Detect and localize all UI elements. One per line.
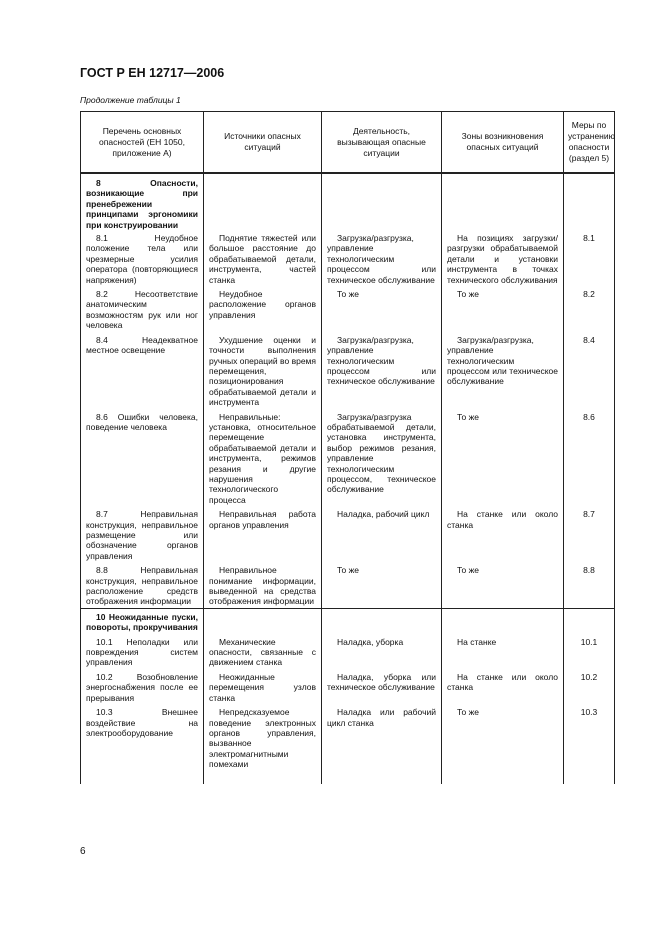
document-header: ГОСТ Р ЕН 12717—2006: [80, 66, 225, 80]
table-row: [81, 409, 615, 507]
hazard-cell: 8.2 Несоответствие анатомическим возможностям рук или ног человека: [81, 286, 204, 332]
zone-cell: На станке или около станка: [442, 506, 564, 562]
table-row: [81, 669, 615, 704]
hazard-cell: 8.1 Неудобное положение тела или чрезмерные усилия оператора (повторяющиеся напряжения): [81, 231, 204, 286]
table-continuation-caption: Продолжение таблицы 1: [80, 95, 181, 105]
zone-cell: То же: [442, 409, 564, 507]
source-cell: Неудобное расположение органов управления: [204, 286, 322, 332]
zone-cell: Загрузка/разгрузка, управление технологическим процессом или техническое обслуживание: [442, 332, 564, 409]
column-header-hazards: Перечень основных опасностей (ЕН 1050, приложение А): [81, 112, 204, 174]
activity-cell: Загрузка/разгрузка, управление технологическим процессом или техническое обслуживание: [322, 332, 442, 409]
source-cell: Ухудшение оценки и точности выполнения ручных операций во время перемещения, позиционирования обрабатываемой детали и инструмента: [204, 332, 322, 409]
zone-cell: То же: [442, 286, 564, 332]
zone-cell: На позициях загрузки/разгрузки обрабатываемой детали и установки инструмента в точках технического обслуживания: [442, 231, 564, 286]
activity-cell: Загрузка/разгрузка, управление технологическим процессом или техническое обслуживание: [322, 231, 442, 286]
table-row: [81, 332, 615, 409]
column-header-sources: Источники опасных ситуаций: [204, 112, 322, 174]
table-row: [81, 286, 615, 332]
table-row: [81, 634, 615, 669]
zone-cell: То же: [442, 562, 564, 608]
table-row: [81, 562, 615, 608]
measure-cell: 10.2: [564, 669, 615, 704]
page-number: 6: [80, 846, 86, 857]
source-cell: Непредсказуемое поведение электронных органов управления, вызванное электромагнитными помехами: [204, 704, 322, 783]
table-row: [81, 231, 615, 286]
source-cell: Неправильные: установка, относительное перемещение обрабатываемой детали и инструмента, режимов резания и другие нарушения технологического процесса: [204, 409, 322, 507]
section-row: [81, 608, 615, 633]
measure-cell: 8.1: [564, 231, 615, 286]
measure-cell: 10.1: [564, 634, 615, 669]
zone-cell: На станке или около станка: [442, 669, 564, 704]
measure-cell: 10.3: [564, 704, 615, 783]
section-title: 10 Неожиданные пуски, повороты, прокручивания: [81, 608, 204, 633]
source-cell: Механические опасности, связанные с движением станка: [204, 634, 322, 669]
zone-cell: То же: [442, 704, 564, 783]
source-cell: Поднятие тяжестей или большое расстояние до обрабатываемой детали, инструмента, частей станка: [204, 231, 322, 286]
activity-cell: Загрузка/разгрузка обрабатываемой детали, установка инструмента, выбор режимов резания, управление технологическим процессом, техническое обслуживание: [322, 409, 442, 507]
source-cell: Неправильное понимание информации, выведенной на средства отображения информации: [204, 562, 322, 608]
activity-cell: Наладка, уборка: [322, 634, 442, 669]
hazard-cell: 8.6 Ошибки человека, поведение человека: [81, 409, 204, 507]
hazard-cell: 10.1 Неполадки или повреждения систем управления: [81, 634, 204, 669]
section-title: 8 Опасности, возникающие при пренебрежении принципами эргономики при конструировании: [81, 173, 204, 231]
activity-cell: Наладка или рабочий цикл станка: [322, 704, 442, 783]
table-row: [81, 506, 615, 562]
measure-cell: 8.2: [564, 286, 615, 332]
activity-cell: Наладка, уборка или техническое обслуживание: [322, 669, 442, 704]
zone-cell: На станке: [442, 634, 564, 669]
table-header-row: [81, 112, 615, 174]
table-row: [81, 704, 615, 783]
activity-cell: Наладка, рабочий цикл: [322, 506, 442, 562]
column-header-zones: Зоны возникновения опасных ситуаций: [442, 112, 564, 174]
section-row: [81, 173, 615, 231]
column-header-activity: Деятельность, вызывающая опасные ситуации: [322, 112, 442, 174]
activity-cell: То же: [322, 562, 442, 608]
source-cell: Неправильная работа органов управления: [204, 506, 322, 562]
hazard-cell: 8.8 Неправильная конструкция, неправильное расположение средств отображения информации: [81, 562, 204, 608]
measure-cell: 8.7: [564, 506, 615, 562]
measure-cell: 8.6: [564, 409, 615, 507]
hazards-table: [80, 111, 615, 784]
activity-cell: То же: [322, 286, 442, 332]
column-header-measures: Меры по устранению опасности (раздел 5): [564, 112, 615, 174]
hazard-cell: 8.4 Неадекватное местное освещение: [81, 332, 204, 409]
source-cell: Неожиданные перемещения узлов станка: [204, 669, 322, 704]
hazard-cell: 8.7 Неправильная конструкция, неправильное размещение или обозначение органов управления: [81, 506, 204, 562]
measure-cell: 8.4: [564, 332, 615, 409]
hazard-cell: 10.3 Внешнее воздействие на электрооборудование: [81, 704, 204, 783]
hazard-cell: 10.2 Возобновление энергоснабжения после ее прерывания: [81, 669, 204, 704]
measure-cell: 8.8: [564, 562, 615, 608]
